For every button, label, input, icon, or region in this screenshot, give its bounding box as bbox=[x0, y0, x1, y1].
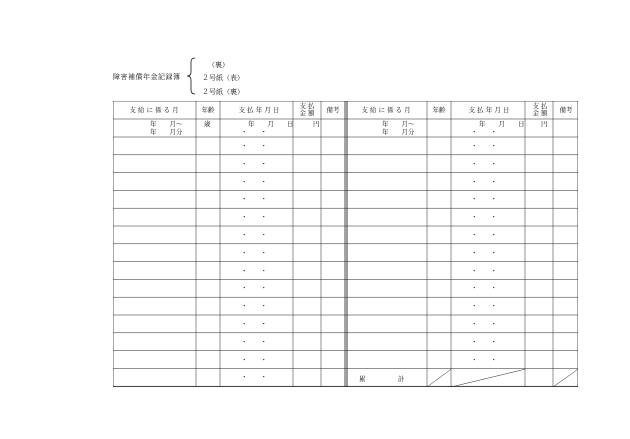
date-dots-left: ・ ・ bbox=[241, 128, 267, 136]
date-dots-left: ・ ・ bbox=[241, 141, 267, 150]
unit-date-right: 年 月 日 bbox=[479, 120, 525, 128]
col-header-payment-month-left: 支 給 に 係 る 月 bbox=[129, 106, 179, 114]
total-strike-remarks bbox=[553, 369, 578, 387]
unit-month-to-right: 年 月分 bbox=[382, 128, 415, 136]
total-label: 累 計 bbox=[359, 375, 405, 383]
date-dots-right: ・ ・ bbox=[471, 284, 497, 293]
col-header-amount-right-2: 金 額 bbox=[532, 109, 548, 117]
date-dots-left: ・ ・ bbox=[241, 195, 267, 204]
date-dots-right: ・ ・ bbox=[471, 213, 497, 222]
date-dots-left: ・ ・ bbox=[241, 159, 267, 168]
sheet-2-back-label: ２号紙（裏） bbox=[202, 88, 244, 96]
col-header-amount-right-1: 支 払 bbox=[532, 102, 548, 110]
date-dots-right: ・ ・ bbox=[471, 248, 497, 257]
date-dots-left: ・ ・ bbox=[241, 302, 267, 311]
unit-yen-left: 円 bbox=[313, 120, 320, 128]
date-dots-right: ・ ・ bbox=[471, 128, 497, 136]
unit-month-to-left: 年 月分 bbox=[150, 128, 183, 136]
date-dots-right: ・ ・ bbox=[471, 195, 497, 204]
date-dots-right: ・ ・ bbox=[471, 266, 497, 275]
date-dots-right: ・ ・ bbox=[471, 302, 497, 311]
date-dots-left: ・ ・ bbox=[241, 284, 267, 293]
date-dots-left: ・ ・ bbox=[241, 230, 267, 239]
sheet-back-label: （裏） bbox=[208, 61, 229, 69]
unit-month-from-left: 年 月～ bbox=[150, 120, 183, 128]
date-dots-left: ・ ・ bbox=[241, 355, 267, 364]
date-dots-right: ・ ・ bbox=[471, 337, 497, 346]
date-dots-left: ・ ・ bbox=[241, 177, 267, 186]
date-dots-right: ・ ・ bbox=[471, 230, 497, 239]
date-dots-left: ・ ・ bbox=[241, 337, 267, 346]
date-dots-right: ・ ・ bbox=[471, 177, 497, 186]
date-dots-right: ・ ・ bbox=[471, 141, 497, 150]
col-header-payment-month-right: 支 給 に 係 る 月 bbox=[361, 106, 411, 114]
date-dots-left: ・ ・ bbox=[241, 319, 267, 328]
col-header-age-left: 年齢 bbox=[201, 106, 215, 114]
ledger-grid bbox=[113, 101, 578, 387]
col-header-age-right: 年齢 bbox=[432, 106, 446, 114]
col-header-remarks-right: 備考 bbox=[559, 106, 573, 114]
ledger-header bbox=[113, 55, 293, 101]
col-header-payment-date-right: 支 払 年 月 日 bbox=[468, 106, 510, 114]
unit-age-left: 歳 bbox=[204, 120, 211, 128]
col-header-amount-left-1: 支 払 bbox=[299, 102, 315, 110]
date-dots-right: ・ ・ bbox=[471, 319, 497, 328]
date-dots-right: ・ ・ bbox=[471, 355, 497, 364]
col-header-remarks-left: 備考 bbox=[326, 106, 340, 114]
date-dots-left: ・ ・ bbox=[241, 266, 267, 275]
total-strike-age bbox=[427, 369, 451, 387]
date-dots-left: ・ ・ bbox=[241, 213, 267, 222]
ledger-title: 障害補償年金記録簿 bbox=[113, 73, 181, 81]
col-header-payment-date-left: 支 払 年 月 日 bbox=[238, 106, 280, 114]
total-strike-date bbox=[451, 369, 525, 387]
date-dots-left: ・ ・ bbox=[241, 373, 267, 382]
brace-icon bbox=[186, 57, 196, 95]
ledger-table bbox=[113, 101, 578, 387]
unit-month-from-right: 年 月～ bbox=[382, 120, 415, 128]
unit-yen-right: 円 bbox=[541, 120, 548, 128]
sheet-2-front-label: ２号紙（表） bbox=[202, 74, 244, 82]
unit-date-left: 年 月 日 bbox=[248, 120, 294, 128]
col-header-amount-left-2: 金 額 bbox=[299, 109, 315, 117]
date-dots-right: ・ ・ bbox=[471, 159, 497, 168]
date-dots-left: ・ ・ bbox=[241, 248, 267, 257]
